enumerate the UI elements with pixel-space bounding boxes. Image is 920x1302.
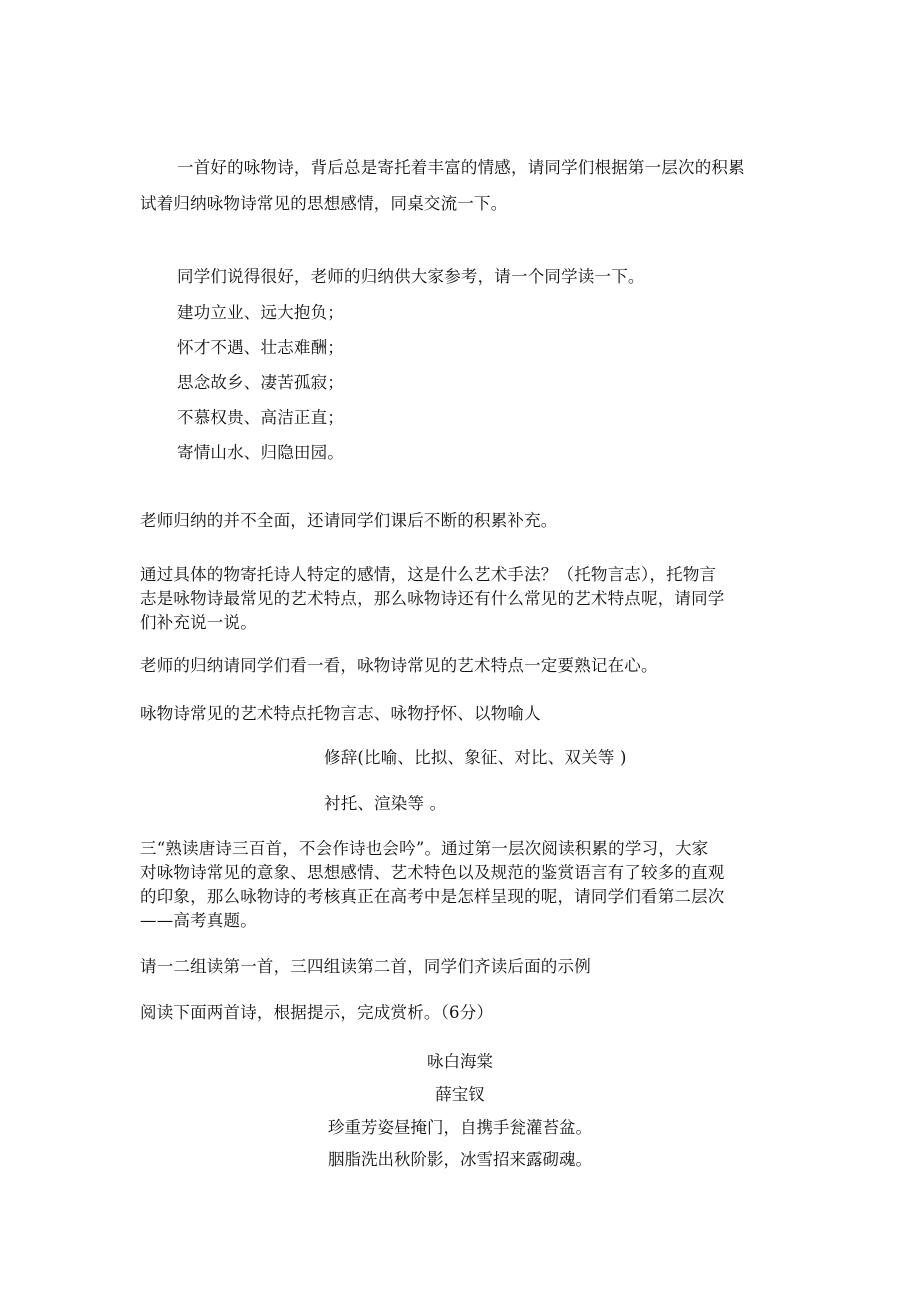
intro-line-1: 一首好的咏物诗，背后总是寄托着丰富的情感，请同学们根据第一层次的积累 (177, 158, 745, 177)
art-features-foil: 衬托、渲染等 。 (324, 794, 447, 813)
section-three-line-2: 对咏物诗常见的意象、思想感情、艺术特色以及规范的鉴赏语言有了较多的直观 (140, 863, 725, 882)
section-three-line-3: 的印象，那么咏物诗的考核真正在高考中是怎样呈现的呢，请同学们看第二层次 (140, 887, 725, 906)
supplement-note: 老师归纳的并不全面，还请同学们课后不断的积累补充。 (140, 511, 558, 530)
intro-line-2: 试着归纳咏物诗常见的思想感情，同桌交流一下。 (140, 194, 508, 213)
section-three-line-4: ——高考真题。 (140, 911, 257, 930)
poem-line-2: 胭脂洗出秋阶影，冰雪招来露砌魂。 (328, 1150, 592, 1169)
summary-item-2: 怀才不遇、壮志难酬； (177, 338, 344, 357)
exam-instruction: 阅读下面两首诗，根据提示，完成赏析。（6分） (140, 1003, 494, 1022)
poem-author: 薛宝钗 (435, 1085, 485, 1104)
art-question-line-3: 们补充说一说。 (140, 613, 257, 632)
reading-assignment: 请一二组读第一首，三四组读第二首，同学们齐读后面的示例 (140, 957, 591, 976)
summary-item-1: 建功立业、远大抱负； (177, 303, 344, 322)
art-question-line-2: 志是咏物诗最常见的艺术特点，那么咏物诗还有什么常见的艺术特点呢，请同学 (140, 589, 725, 608)
section-three-line-1: 三“熟读唐诗三百首，不会作诗也会吟”。通过第一层次阅读积累的学习，大家 (140, 839, 709, 858)
poem-line-1: 珍重芳姿昼掩门，自携手瓮灌苔盆。 (328, 1118, 592, 1137)
summary-item-5: 寄情山水、归隐田园。 (177, 443, 344, 462)
memorize-note: 老师的归纳请同学们看一看，咏物诗常见的艺术特点一定要熟记在心。 (140, 656, 658, 675)
summary-item-4: 不慕权贵、高洁正直； (177, 408, 344, 427)
poem-title: 咏白海棠 (427, 1052, 493, 1071)
summary-item-3: 思念故乡、凄苦孤寂； (177, 373, 344, 392)
teacher-summary-lead: 同学们说得很好，老师的归纳供大家参考，请一个同学读一下。 (177, 267, 645, 286)
art-features-rhetoric: 修辞(比喻、比拟、象征、对比、双关等 ) (324, 748, 627, 767)
art-features-heading: 咏物诗常见的艺术特点托物言志、咏物抒怀、以物喻人 (140, 704, 541, 723)
art-question-line-1: 通过具体的物寄托诗人特定的感情，这是什么艺术手法？（托物言志），托物言 (140, 565, 717, 584)
